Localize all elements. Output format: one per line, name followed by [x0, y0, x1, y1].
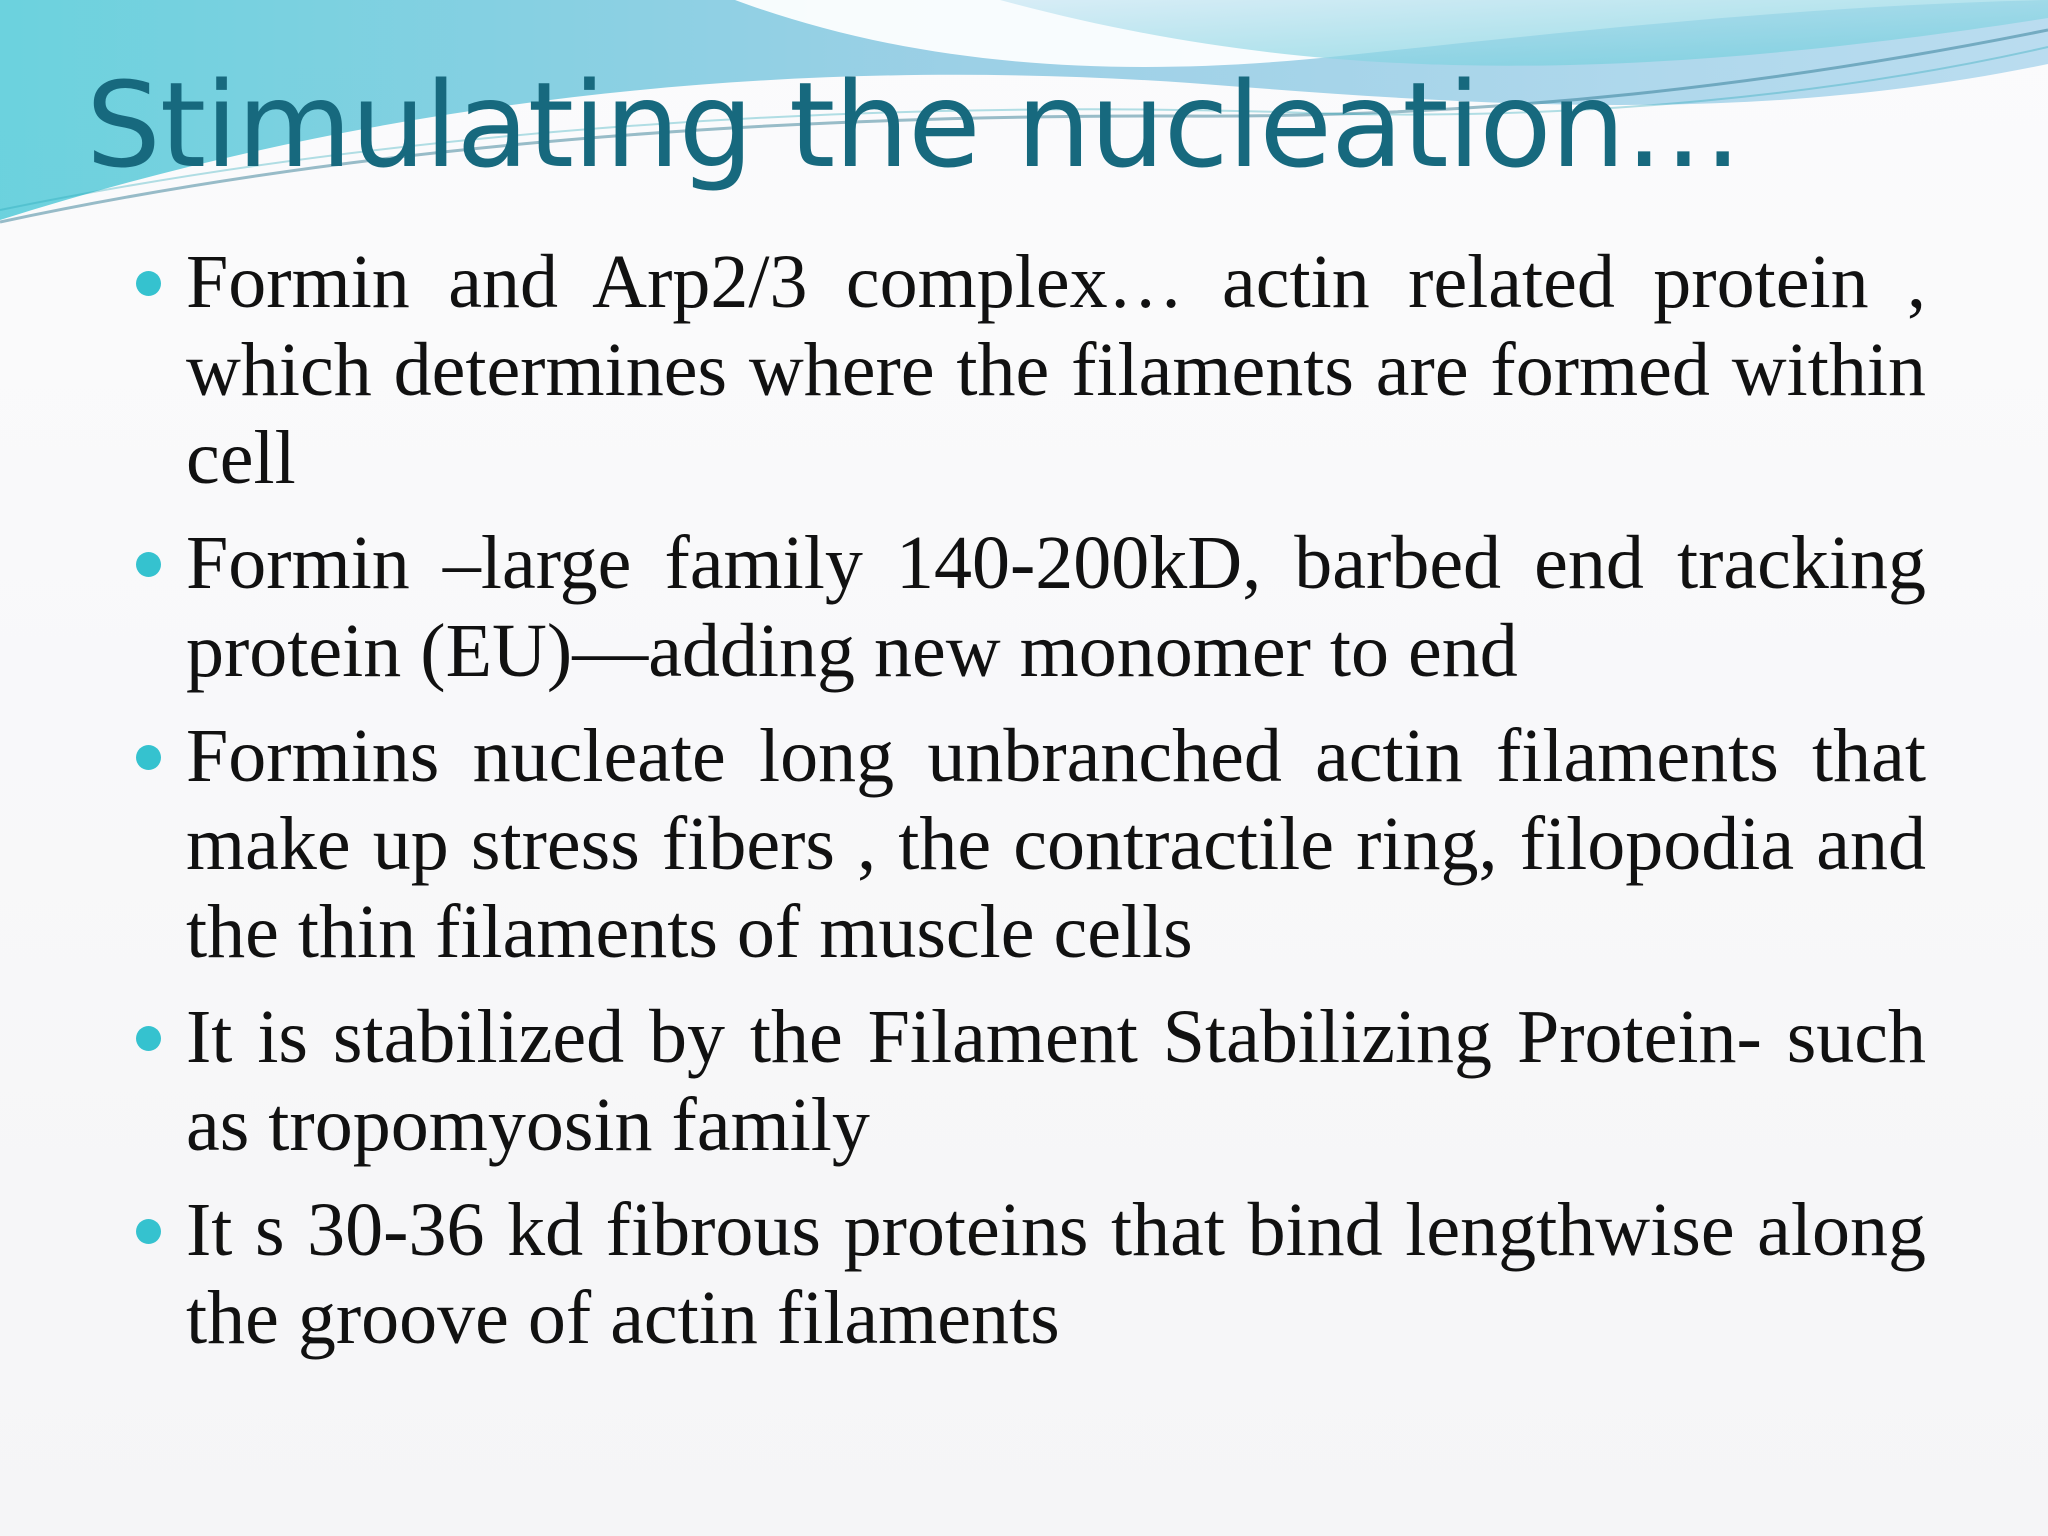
bullet-text-2: Formin –large family 140-200kD, barbed end tracking protein (EU)—adding new monomer to end	[186, 521, 1926, 693]
bullet-dot	[136, 1026, 161, 1051]
bullet-text-4: It is stabilized by the Filament Stabilizing Protein- such as tropomyosin family	[186, 995, 1926, 1167]
slide-title: Stimulating the nucleation…	[86, 56, 1742, 194]
bullet-dot	[136, 271, 161, 296]
bullet-dot	[136, 552, 161, 577]
bullet-item-5	[186, 1186, 1926, 1362]
bullet-list	[186, 238, 1926, 1379]
bullet-text-5: It s 30-36 kd fibrous proteins that bind lengthwise along the groove of actin filaments	[186, 1188, 1926, 1360]
bullet-item-4	[186, 993, 1926, 1169]
bullet-dot	[136, 1219, 161, 1244]
bullet-item-1	[186, 238, 1926, 502]
bullet-item-3	[186, 712, 1926, 976]
bullet-text-3: Formins nucleate long unbranched actin filaments that make up stress fibers , the contractile ring, filopodia and the thin filaments of muscle cells	[186, 714, 1926, 974]
bullet-item-2	[186, 519, 1926, 695]
bullet-text-1: Formin and Arp2/3 complex… actin related protein , which determines where the filaments are formed within cell	[186, 240, 1926, 500]
bullet-dot	[136, 745, 161, 770]
